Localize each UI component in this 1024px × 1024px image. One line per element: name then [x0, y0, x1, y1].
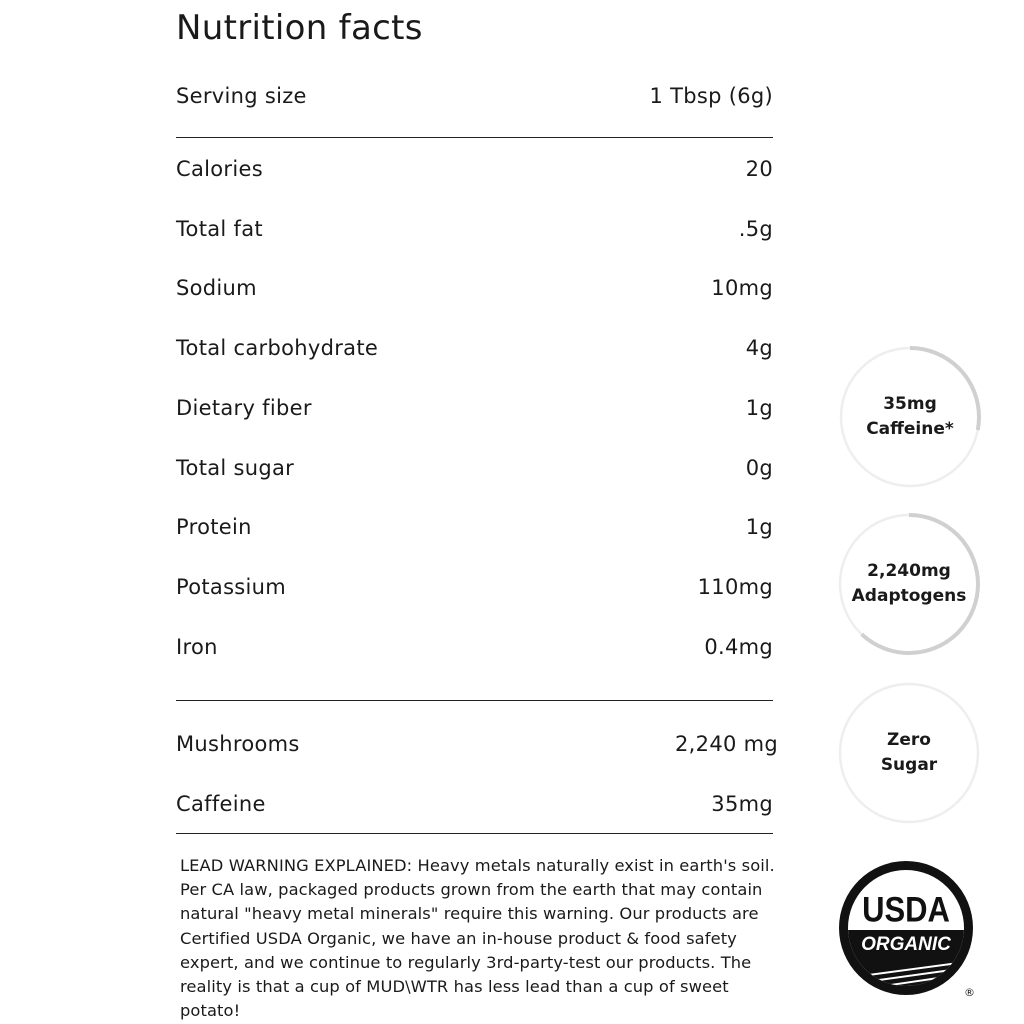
nutrient-label: Total sugar [176, 456, 295, 480]
serving-size-row [176, 76, 773, 116]
zero-sugar-badge [837, 681, 981, 825]
nutrient-value: 20 [745, 157, 773, 181]
badge-label: Caffeine* [866, 419, 954, 439]
nutrient-row [176, 448, 773, 488]
page-title: Nutrition facts [176, 8, 423, 48]
extra-row [176, 724, 778, 764]
nutrient-value: 10mg [711, 276, 773, 300]
caffeine-badge [838, 345, 982, 489]
divider [176, 700, 773, 701]
extra-value: 35mg [711, 792, 773, 816]
extra-value: 2,240 mg [675, 732, 778, 756]
nutrient-value: 4g [745, 336, 773, 360]
adaptogens-badge [837, 512, 981, 656]
lead-warning-text: LEAD WARNING EXPLAINED: Heavy metals naturally exist in earth's soil. Per CA law, packaged products grown from the earth that may contain natural "heavy metal minerals" require this warning. Our products are Certified USDA Organic, we have an in-house product & food safety expert, and we continue to regularly 3rd-party-test our products. The reality is that a cup of MUD\WTR has less lead than a cup of sweet potato! [180, 856, 775, 1021]
serving-size-label: Serving size [176, 84, 307, 108]
nutrient-row [176, 268, 773, 308]
serving-size-value: 1 Tbsp (6g) [649, 84, 773, 108]
organic-word: ORGANIC [861, 934, 951, 955]
nutrient-value: 1g [745, 515, 773, 539]
usda-word: USDA [862, 889, 950, 930]
badge-value: Zero [887, 730, 931, 750]
nutrient-row [176, 627, 773, 667]
registered-mark: ® [964, 986, 975, 999]
extra-label: Mushrooms [176, 732, 300, 756]
extra-label: Caffeine [176, 792, 266, 816]
badge-label: Adaptogens [851, 586, 967, 606]
badge-label: Sugar [880, 755, 938, 775]
nutrient-row [176, 149, 773, 189]
nutrient-value: 110mg [697, 575, 773, 599]
nutrient-row [176, 388, 773, 428]
nutrient-label: Sodium [176, 276, 257, 300]
nutrient-label: Iron [176, 635, 218, 659]
nutrient-value: 0g [745, 456, 773, 480]
nutrient-label: Potassium [176, 575, 287, 599]
nutrient-row [176, 507, 773, 547]
nutrient-label: Total carbohydrate [176, 336, 379, 360]
nutrient-label: Protein [176, 515, 252, 539]
divider [176, 137, 773, 138]
extra-row [176, 784, 773, 824]
badge-value: 35mg [883, 394, 937, 414]
nutrient-row [176, 328, 773, 368]
nutrient-label: Calories [176, 157, 263, 181]
nutrient-value: 0.4mg [704, 635, 773, 659]
nutrient-row [176, 209, 773, 249]
usda-organic-seal [836, 858, 976, 998]
badge-value: 2,240mg [867, 561, 951, 581]
nutrient-label: Total fat [176, 217, 263, 241]
nutrient-value: 1g [745, 396, 773, 420]
divider [176, 833, 773, 834]
nutrient-value: .5g [738, 217, 773, 241]
nutrient-label: Dietary fiber [176, 396, 312, 420]
nutrient-row [176, 567, 773, 607]
